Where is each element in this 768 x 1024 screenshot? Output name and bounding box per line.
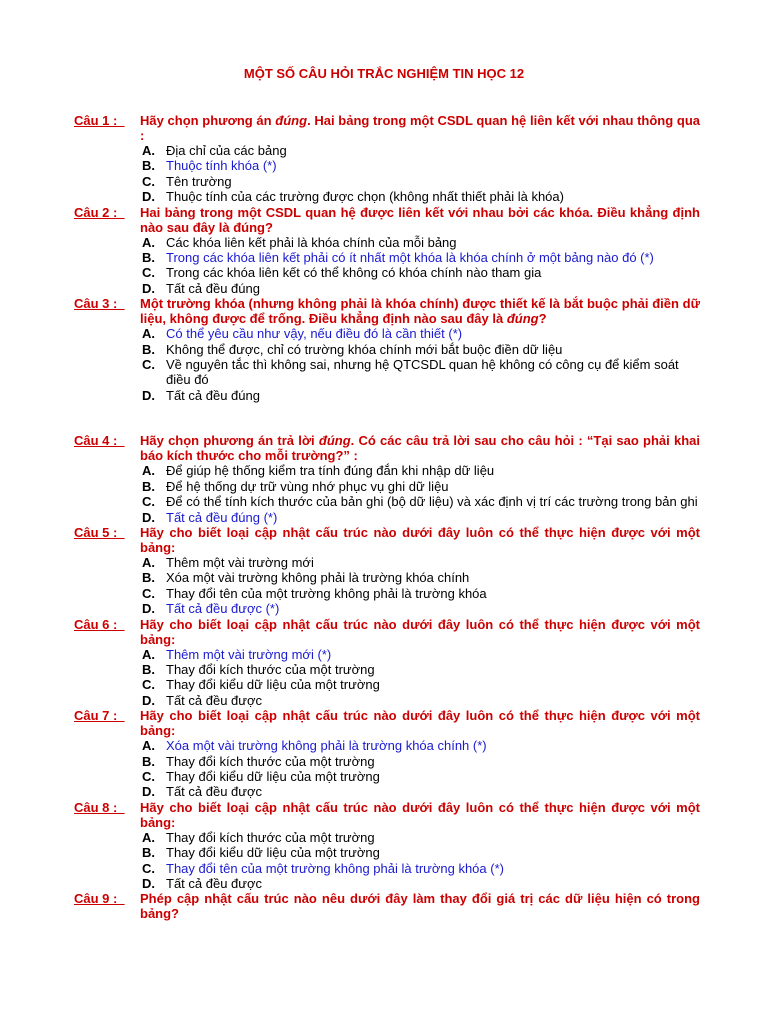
option-letter: C.: [142, 768, 155, 784]
question-block: [74, 433, 700, 525]
option-correct: [142, 738, 700, 753]
options-list: [142, 463, 700, 525]
option-letter: B.: [142, 250, 155, 266]
option-text: Thay đổi kích thước của một trường: [166, 661, 375, 677]
question-number: Câu 7 :: [74, 708, 125, 724]
option: [142, 845, 700, 860]
option: [142, 342, 700, 357]
option-text: Xóa một vài trường không phải là trường khóa chính (*): [166, 738, 487, 754]
question-block: [74, 708, 700, 800]
question-text: [140, 525, 700, 555]
option-text: Thay đổi kiểu dữ liệu của một trường: [166, 845, 380, 861]
option: [142, 876, 700, 891]
option-letter: A.: [142, 646, 155, 662]
option-text: Có thể yêu cầu như vậy, nếu điều đó là cần thiết (*): [166, 326, 463, 342]
question-emphasis: đúng: [275, 113, 308, 128]
option-text: Để giúp hệ thống kiểm tra tính đúng đắn khi nhập dữ liệu: [166, 463, 495, 479]
question-text: [140, 708, 700, 738]
option-letter: B.: [142, 341, 155, 357]
option-text: Tên trường: [166, 173, 232, 189]
option: [142, 463, 700, 478]
option: [142, 189, 700, 204]
options-list: [142, 555, 700, 617]
option-correct: [142, 647, 700, 662]
option-letter: A.: [142, 738, 155, 754]
option-text: Thay đổi tên của một trường không phải là trường khóa (*): [166, 860, 504, 876]
option: [142, 143, 700, 158]
option: [142, 265, 700, 280]
option-text: Thêm một vài trường mới: [166, 554, 314, 570]
option-letter: C.: [142, 860, 155, 876]
option-letter: D.: [142, 784, 155, 800]
question-text-part: . Có các câu trả lời sau cho câu hỏi : “Tại sao phải khai báo kích thước cho mỗi trường?” :: [140, 433, 700, 464]
question-text: [140, 113, 700, 143]
option-letter: A.: [142, 463, 155, 479]
option-letter: C.: [142, 357, 155, 373]
option-text: Tất cả đều đúng (*): [166, 509, 278, 525]
question-number: Câu 1 :: [74, 113, 125, 128]
question-text: [140, 433, 700, 463]
question-text-part: Hãy chọn phương án trả lời: [140, 433, 319, 449]
option: [142, 754, 700, 769]
option-letter: C.: [142, 265, 155, 281]
option: [142, 769, 700, 784]
option-text: Để có thể tính kích thước của bản ghi (bộ dữ liệu) và xác định vị trí các trường trong bản ghi: [166, 494, 698, 510]
option-letter: A.: [142, 554, 155, 570]
option-text: Tất cả đều đúng: [166, 387, 260, 403]
question-block: [74, 800, 700, 892]
question-header: [74, 525, 700, 555]
question-text-part: Phép cập nhật cấu trúc nào nêu dưới đây làm thay đổi giá trị các dữ liệu hiện có trong bảng?: [140, 891, 700, 922]
option-letter: D.: [142, 189, 155, 205]
option: [142, 677, 700, 692]
option-text: Thuộc tính của các trường được chọn (không nhất thiết phải là khóa): [166, 189, 564, 205]
option-text: Tất cả đều được: [166, 692, 262, 708]
option-correct: [142, 861, 700, 876]
option-letter: B.: [142, 753, 155, 769]
option: [142, 494, 700, 509]
question-text: [140, 296, 700, 326]
option-text: Thay đổi kích thước của một trường: [166, 829, 375, 845]
question-text-part: Hãy cho biết loại cập nhật cấu trúc nào dưới đây luôn có thể thực hiện được với một bảng:: [140, 524, 700, 555]
option: [142, 662, 700, 677]
option: [142, 830, 700, 845]
option-letter: C.: [142, 585, 155, 601]
option-text: Trong các khóa liên kết phải có ít nhất một khóa là khóa chính ở một bảng nào đó (*): [166, 250, 654, 266]
question-text-part: Hãy cho biết loại cập nhật cấu trúc nào dưới đây luôn có thể thực hiện được với một bảng:: [140, 616, 700, 647]
option-text: Thay đổi kiểu dữ liệu của một trường: [166, 677, 380, 693]
option-text: Tất cả đều được (*): [166, 601, 280, 617]
question-number: Câu 3 :: [74, 296, 125, 312]
option-text: Tất cả đều đúng: [166, 280, 260, 296]
option-letter: A.: [142, 829, 155, 845]
option-text: Thay đổi tên của một trường không phải là trường khóa: [166, 585, 487, 601]
question-text-part: Hãy chọn phương án: [140, 113, 276, 128]
question-text-part: Một trường khóa (nhưng không phải là khóa chính) được thiết kế là bắt buộc phải điền dữ liệu, không được để trống. Điều khẳng định nào sau đây là: [140, 296, 700, 327]
question-block: [74, 205, 700, 297]
section-spacer: [74, 403, 700, 433]
question-number: Câu 2 :: [74, 204, 125, 220]
option-letter: A.: [142, 234, 155, 250]
option-text: Thêm một vài trường mới (*): [166, 646, 332, 662]
question-number: Câu 8 :: [74, 799, 125, 815]
option-text: Địa chỉ của các bảng: [166, 143, 287, 158]
option-letter: D.: [142, 387, 155, 403]
question-text-part: ?: [538, 311, 547, 327]
option-text: Thay đổi kích thước của một trường: [166, 753, 375, 769]
option-text: Để hệ thống dự trữ vùng nhớ phục vụ ghi dữ liệu: [166, 478, 449, 494]
option-letter: B.: [142, 570, 155, 586]
option-correct: [142, 326, 700, 341]
options-list: [142, 738, 700, 800]
page-title: MỘT SỐ CÂU HỎI TRẮC NGHIỆM TIN HỌC 12: [243, 66, 525, 81]
options-list: [142, 235, 700, 297]
question-header: [74, 708, 700, 738]
option-correct: [142, 250, 700, 265]
question-header: [74, 800, 700, 830]
option: [142, 555, 700, 570]
option-letter: D.: [142, 876, 155, 891]
option: [142, 174, 700, 189]
option-letter: C.: [142, 173, 155, 189]
option-text: Không thể được, chỉ có trường khóa chính mới bắt buộc điền dữ liệu: [166, 341, 563, 357]
question-header: [74, 113, 700, 143]
option-letter: B.: [142, 661, 155, 677]
question-number: Câu 4 :: [74, 433, 125, 449]
question-block: [74, 113, 700, 205]
option: [142, 570, 700, 585]
options-list: [142, 830, 700, 892]
question-header: [74, 433, 700, 463]
option-letter: D.: [142, 280, 155, 296]
option: [142, 586, 700, 601]
option-correct: [142, 158, 700, 173]
option: [142, 479, 700, 494]
option-correct: [142, 510, 700, 525]
question-text: [140, 800, 700, 830]
question-list: [74, 113, 700, 921]
options-list: [142, 647, 700, 709]
question-text-part: Hai bảng trong một CSDL quan hệ được liên kết với nhau bởi các khóa. Điều khẳng định nào sau đây là đúng?: [140, 204, 700, 235]
option-text: Thuộc tính khóa (*): [166, 158, 277, 174]
option: [142, 388, 700, 403]
options-list: [142, 326, 700, 403]
question-header: [74, 617, 700, 647]
option-letter: B.: [142, 478, 155, 494]
question-text: [140, 617, 700, 647]
question-emphasis: đúng: [506, 311, 539, 327]
question-header: [74, 205, 700, 235]
question-block: [74, 891, 700, 921]
question-block: [74, 525, 700, 617]
option-text: Tất cả đều được: [166, 876, 262, 891]
option-text: Các khóa liên kết phải là khóa chính của mỗi bảng: [166, 234, 457, 250]
option-letter: A.: [142, 143, 155, 158]
question-text: [140, 205, 700, 235]
question-text-part: . Hai bảng trong một CSDL quan hệ liên kết với nhau thông qua :: [140, 113, 700, 143]
option-letter: A.: [142, 326, 155, 342]
question-number: Câu 6 :: [74, 616, 125, 632]
option-correct: [142, 601, 700, 616]
option-letter: B.: [142, 158, 155, 174]
option: [142, 281, 700, 296]
question-header: [74, 891, 700, 921]
options-list: [142, 143, 700, 205]
question-text-part: Hãy cho biết loại cập nhật cấu trúc nào dưới đây luôn có thể thực hiện được với một bảng:: [140, 799, 700, 830]
option-letter: D.: [142, 692, 155, 708]
option-letter: D.: [142, 509, 155, 525]
option-letter: C.: [142, 494, 155, 510]
option-text: Tất cả đều được: [166, 784, 262, 800]
question-text: [140, 891, 700, 921]
option: [142, 784, 700, 799]
option-text: Về nguyên tắc thì không sai, nhưng hệ QTCSDL quan hệ không có công cụ để kiểm soát điều đó: [166, 357, 679, 388]
option-text: Xóa một vài trường không phải là trường khóa chính: [166, 570, 470, 586]
option-letter: C.: [142, 677, 155, 693]
option-text: Trong các khóa liên kết có thể không có khóa chính nào tham gia: [166, 265, 542, 281]
question-block: [74, 296, 700, 403]
question-number: Câu 5 :: [74, 524, 125, 540]
option: [142, 357, 700, 388]
option: [142, 235, 700, 250]
question-number: Câu 9 :: [74, 891, 125, 907]
option-letter: D.: [142, 601, 155, 617]
question-header: [74, 296, 700, 326]
option-letter: B.: [142, 845, 155, 861]
question-text-part: Hãy cho biết loại cập nhật cấu trúc nào dưới đây luôn có thể thực hiện được với một bảng:: [140, 708, 700, 739]
option-text: Thay đổi kiểu dữ liệu của một trường: [166, 768, 380, 784]
question-emphasis: đúng: [318, 433, 351, 449]
option: [142, 693, 700, 708]
question-block: [74, 617, 700, 709]
